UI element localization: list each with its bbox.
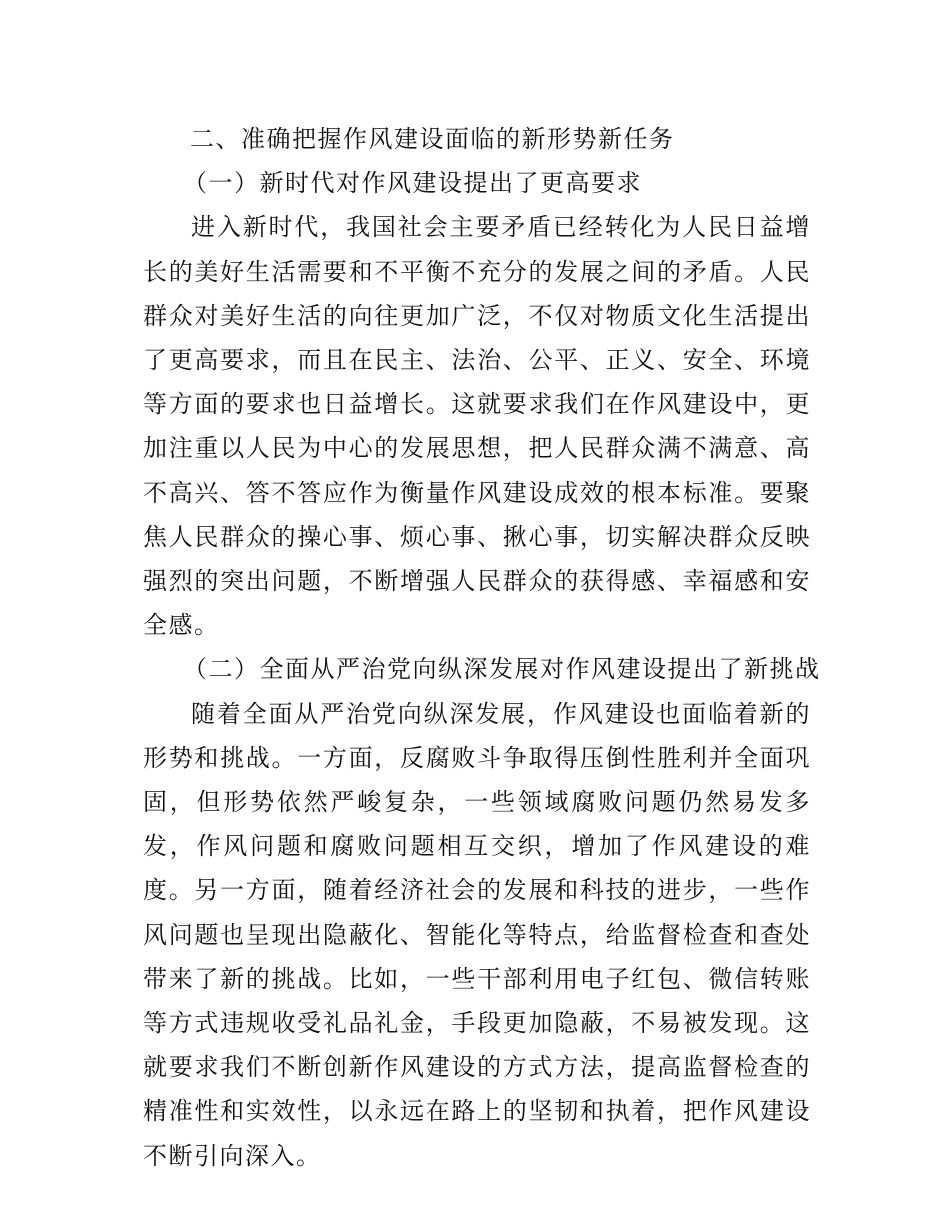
- subsection-1-paragraph: 进入新时代，我国社会主要矛盾已经转化为人民日益增长的美好生活需要和不平衡不充分的发展之间的矛盾。人民群众对美好生活的向往更加广泛，不仅对物质文化生活提出了更高要求，而且在民主、法治、公平、正义、安全、环境等方面的要求也日益增长。这就要求我们在作风建设中，更加注重以人民为中心的发展思想，把人民群众满不满意、高不高兴、答不答应作为衡量作风建设成效的根本标准。要聚焦人民群众的操心事、烦心事、揪心事，切实解决群众反映强烈的突出问题，不断增强人民群众的获得感、幸福感和安全感。: [143, 213, 811, 640]
- subsection-2-paragraph: 随着全面从严治党向纵深发展，作风建设也面临着新的形势和挑战。一方面，反腐败斗争取得压倒性胜利并全面巩固，但形势依然严峻复杂，一些领域腐败问题仍然易发多发，作风问题和腐败问题相互交织，增加了作风建设的难度。另一方面，随着经济社会的发展和科技的进步，一些作风问题也呈现出隐蔽化、智能化等特点，给监督检查和查处带来了新的挑战。比如，一些干部利用电子红包、微信转账等方式违规收受礼品礼金，手段更加隐蔽，不易被发现。这就要求我们不断创新作风建设的方式方法，提高监督检查的精准性和实效性，以永远在路上的坚韧和执着，把作风建设不断引向深入。: [143, 699, 811, 1170]
- subsection-2-title: （二）全面从严治党向纵深发展对作风建设提出了新挑战: [183, 655, 821, 684]
- document-body: [143, 117, 821, 1178]
- section-title: 二、准确把握作风建设面临的新形势新任务: [190, 125, 675, 153]
- subsection-1-title: （一）新时代对作风建设提出了更高要求: [183, 169, 642, 198]
